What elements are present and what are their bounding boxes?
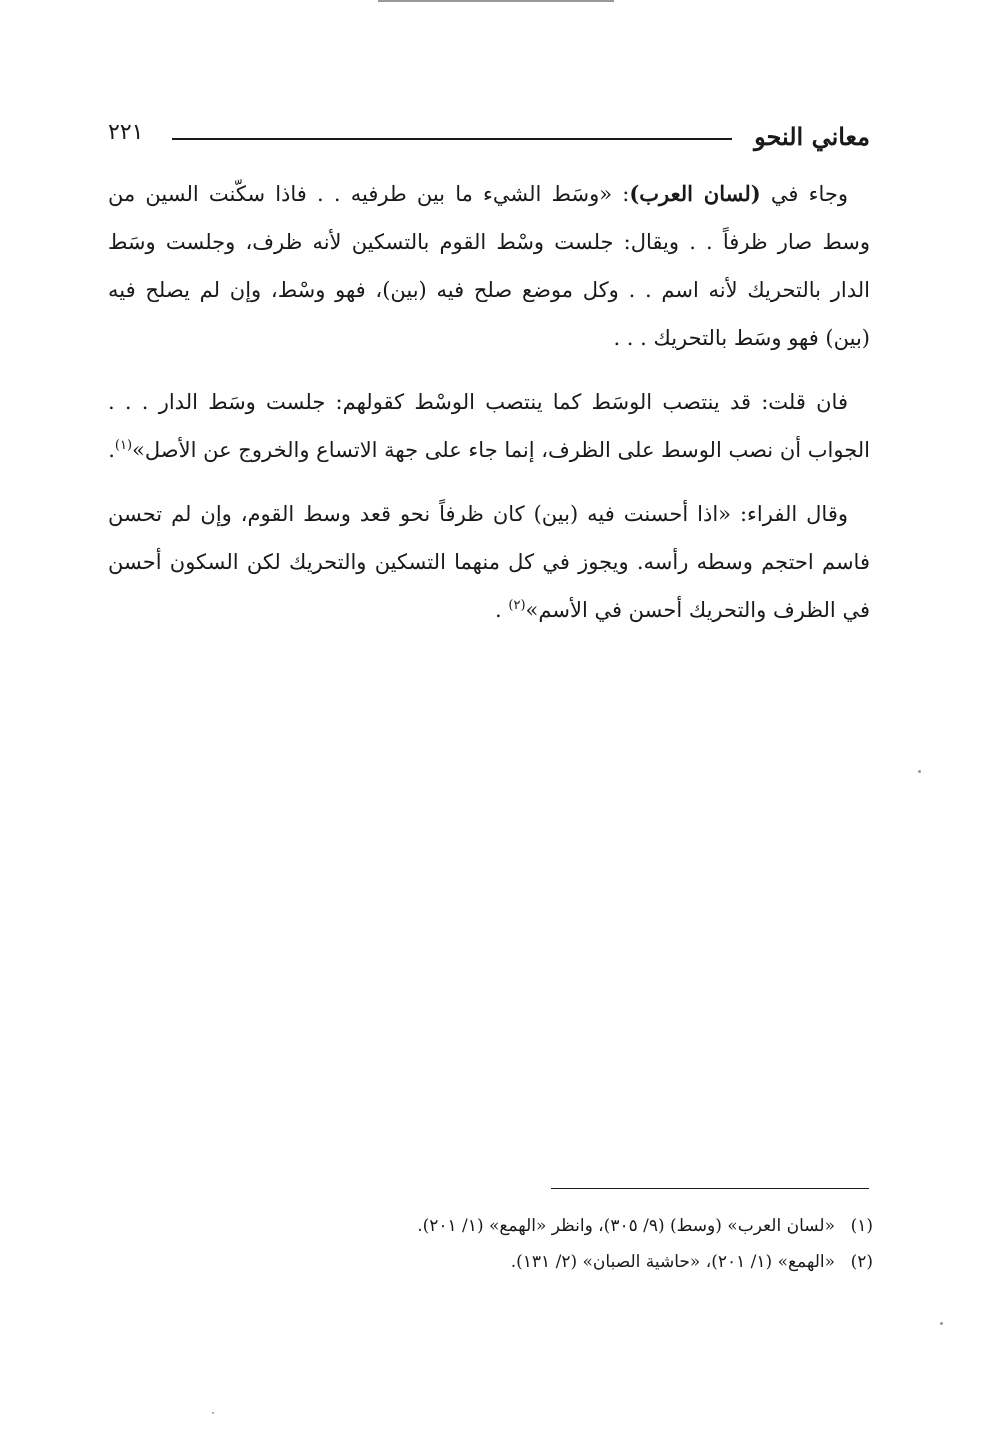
footnotes	[253, 1208, 873, 1280]
running-header	[108, 120, 870, 160]
paragraph-end: .	[495, 598, 509, 622]
scan-speck	[918, 770, 921, 773]
main-text	[108, 170, 870, 650]
footnote-text: «لسان العرب» (وسط) (٩/ ٣٠٥)، وانظر «الهمع» (١/ ٢٠١).	[417, 1216, 835, 1236]
paragraph-2	[108, 378, 870, 474]
scan-speck	[940, 1322, 943, 1325]
header-rule	[172, 138, 732, 140]
footnote-ref[interactable]: (١)	[114, 438, 133, 453]
footnote-number: (١)	[850, 1216, 873, 1236]
footnote-1	[253, 1208, 873, 1244]
paragraph-3	[108, 490, 870, 634]
source-title: (لسان العرب)	[629, 181, 761, 206]
paragraph-text: : «وسَط الشيء ما بين طرفيه . . فاذا سكّنت السين من وسط صار ظرفاً . . ويقال: جلست وسْط القوم بالتسكين لأنه ظرف، وجلست وسَط الدار بالتحريك لأنه اسم . . وكل موضع صلح فيه (بين)، فهو وسْط، وإن لم يصلح فيه (بين) فهو وسَط بالتحريك . . .	[108, 182, 870, 350]
paragraph-text: وجاء في	[760, 182, 849, 206]
page-top-edge	[378, 0, 614, 2]
footnote-ref[interactable]: (٢)	[508, 598, 526, 613]
paragraph-1	[108, 170, 870, 362]
page-number: ٢٢١	[108, 120, 144, 145]
scan-speck	[212, 1412, 214, 1414]
paragraph-text: فان قلت: قد ينتصب الوسَط كما ينتصب الوسْط كقولهم: جلست وسَط الدار . . . الجواب أن نصب الوسط على الظرف، إنما جاء على جهة الاتساع والخروج عن الأصل»	[108, 390, 870, 462]
book-title: معاني النحو	[754, 122, 870, 151]
paragraph-text: وقال الفراء: «اذا أحسنت فيه (بين) كان ظرفاً نحو قعد وسط القوم، وإن لم تحسن فاسم احتجم وسطه رأسه. ويجوز في كل منهما التسكين والتحريك لكن السكون أحسن في الظرف والتحريك أحسن في الأسم»	[108, 502, 870, 622]
footnote-text: «الهمع» (١/ ٢٠١)، «حاشية الصبان» (٢/ ١٣١).	[510, 1252, 835, 1272]
footnote-separator	[551, 1188, 869, 1189]
paragraph-end: .	[108, 438, 115, 462]
footnote-number: (٢)	[850, 1252, 873, 1272]
footnote-2	[253, 1244, 873, 1280]
